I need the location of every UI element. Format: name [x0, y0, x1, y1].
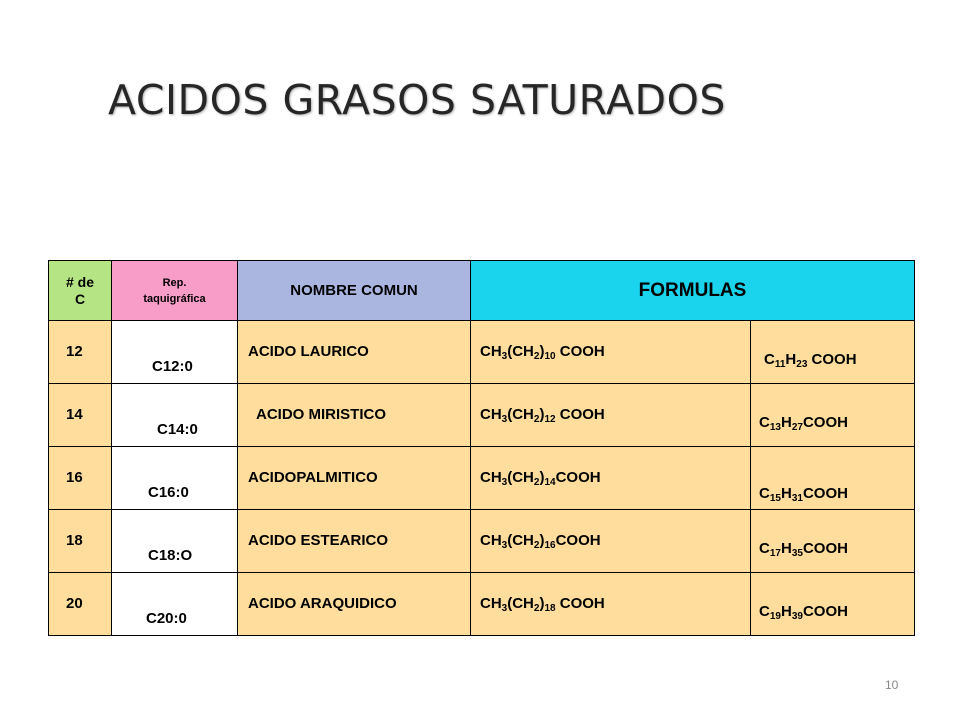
- header-shorthand-line2: taquigráfica: [143, 292, 206, 305]
- carbon-count-cell: 18: [49, 510, 112, 573]
- common-name-cell: ACIDO MIRISTICO: [238, 384, 471, 447]
- molecular-formula-cell: $C_{19}H_{39}COOH$: [751, 573, 915, 636]
- table-row: [49, 510, 915, 573]
- fatty-acids-table: [48, 260, 915, 636]
- slide-title: ACIDOS GRASOS SATURADOS: [108, 76, 726, 124]
- table-row: [49, 573, 915, 636]
- header-formulas: FORMULAS: [471, 261, 915, 321]
- table-row: [49, 321, 915, 384]
- carbon-count-cell: 14: [49, 384, 112, 447]
- table-row: [49, 384, 915, 447]
- common-name-cell: ACIDOPALMITICO: [238, 447, 471, 510]
- shorthand-cell: C20:0: [112, 573, 238, 636]
- molecular-formula-cell: $C_{11}H_{23}$ COOH: [751, 321, 915, 384]
- carbon-count-cell: 20: [49, 573, 112, 636]
- header-carbon-count-line1: # de: [65, 273, 94, 290]
- condensed-formula-cell: $CH_3(CH_2)_{12}$ COOH: [471, 384, 751, 447]
- shorthand-cell: C14:0: [112, 384, 238, 447]
- header-shorthand: [112, 261, 238, 321]
- common-name-cell: ACIDO LAURICO: [238, 321, 471, 384]
- header-shorthand-line1: Rep.: [162, 276, 187, 289]
- header-carbon-count-line2: C: [74, 290, 86, 307]
- molecular-formula-cell: $C_{15}H_{31}COOH$: [751, 447, 915, 510]
- header-common-name: NOMBRE COMUN: [238, 261, 471, 321]
- condensed-formula-cell: $CH_3(CH_2)_{18}$ COOH: [471, 573, 751, 636]
- condensed-formula-cell: $CH_3(CH_2)_{16}COOH$: [471, 510, 751, 573]
- shorthand-cell: C12:0: [112, 321, 238, 384]
- header-carbon-count: [49, 261, 112, 321]
- shorthand-cell: C16:0: [112, 447, 238, 510]
- common-name-cell: ACIDO ESTEARICO: [238, 510, 471, 573]
- molecular-formula-cell: $C_{13}H_{27}COOH$: [751, 384, 915, 447]
- condensed-formula-cell: $CH_3(CH_2)_{10}$ COOH: [471, 321, 751, 384]
- molecular-formula-cell: $C_{17}H_{35}COOH$: [751, 510, 915, 573]
- table-row: [49, 447, 915, 510]
- common-name-cell: ACIDO ARAQUIDICO: [238, 573, 471, 636]
- condensed-formula-cell: $CH_3(CH_2)_{14}COOH$: [471, 447, 751, 510]
- shorthand-cell: C18:O: [112, 510, 238, 573]
- carbon-count-cell: 12: [49, 321, 112, 384]
- table-header-row: [49, 261, 915, 321]
- page-number: 10: [885, 678, 899, 692]
- carbon-count-cell: 16: [49, 447, 112, 510]
